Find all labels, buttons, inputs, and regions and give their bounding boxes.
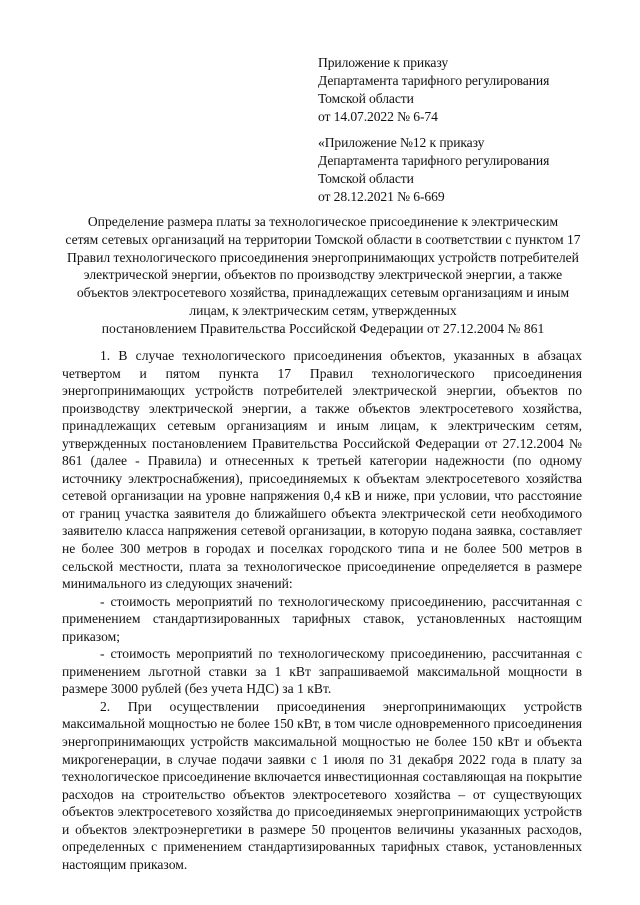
appendix-order-date: от 14.07.2022 № 6-74 xyxy=(318,109,438,124)
title-line: объектов электросетевого хозяйства, принадлежащих сетевым организациям и иным xyxy=(76,285,570,301)
title-line: Правил технологического присоединения энергопринимающих устройств потребителей xyxy=(67,249,579,265)
appendix-line: Департамента тарифного регулирования xyxy=(318,153,550,168)
title-line: сетям сетевых организаций на территории Томской области в соответствии с пунктом 17 xyxy=(65,231,581,247)
appendix-line: Томской области xyxy=(318,91,414,106)
title-line: электрической энергии, объектов по производству электрической энергии, а также xyxy=(83,267,563,283)
appendix-header-current xyxy=(318,54,549,126)
appendix-line: Приложение к приказу xyxy=(318,55,449,70)
appendix-line: Департамента тарифного регулирования xyxy=(318,73,550,88)
document-title xyxy=(64,213,582,338)
list-item-preferential-rate: - стоимость мероприятий по технологическому присоединению, рассчитанная с применением льготной ставки за 1 кВт запрашиваемой максимальной мощности в размере 3000 рублей (без учета НДС) за 1 кВт. xyxy=(62,646,582,697)
title-line: лицам, к электрическим сетям, утвержденных xyxy=(189,302,457,318)
list-item-standard-rates: - стоимость мероприятий по технологическому присоединению, рассчитанная с применением стандартизированных тарифных ставок, установленных настоящим приказом; xyxy=(62,593,582,644)
appendix-line: «Приложение №12 к приказу xyxy=(318,135,485,150)
paragraph-2: 2. При осуществлении присоединения энергопринимающих устройств максимальной мощностью не более 150 кВт, в том числе одновременного присоединения энергопринимающих устройств максимальной мощностью не более 150 кВт и объекта микрогенерации, в случае подачи заявки с 1 июля по 31 декабря 2022 года в плату за технологическое присоединение включается инвестиционная составляющая на покрытие расходов на строительство объектов электросетевого хозяйства – от существующих объектов электросетевого хозяйства до присоединяемых энергопринимающих устройств и объектов электроэнергетики в размере 50 процентов величины указанных расходов, определенных с применением стандартизированных тарифных ставок, установленных настоящим приказом. xyxy=(62,698,582,872)
appendix-line: Томской области xyxy=(318,171,414,186)
paragraph-1: 1. В случае технологического присоединения объектов, указанных в абзацах четвертом и пятом пункта 17 Правил технологического присоединения энергопринимающих устройств потребителей электрической энергии, объектов по производству электрической энергии, а также объектов электросетевого хозяйства, принадлежащих сетевым организациям и иным лицам, к электрическим сетям, утвержденных постановлением Правительства Российской Федерации от 27.12.2004 № 861 (далее - Правила) и отнесенных к третьей категории надежности (по одному источнику электроснабжения), присоединяемых к объектам электросетевого хозяйства сетевой организации на уровне напряжения 0,4 кВ и ниже, при условии, что расстояние от границ участка заявителя до ближайшего объекта электрической сети необходимого заявителю класса напряжения сетевой организации, в которую подана заявка, составляет не более 300 метров в городах и поселках городского типа и не более 500 метров в сельской местности, плата за технологическое присоединение определяется в размере минимального из следующих значений: xyxy=(62,348,582,592)
appendix-order-date: от 28.12.2021 № 6-669 xyxy=(318,189,445,204)
title-line: Определение размера платы за технологическое присоединение к электрическим xyxy=(87,214,559,229)
appendix-header-previous xyxy=(318,134,549,206)
document-body xyxy=(62,347,582,873)
title-line: постановлением Правительства Российской Федерации от 27.12.2004 № 861 xyxy=(101,320,545,336)
